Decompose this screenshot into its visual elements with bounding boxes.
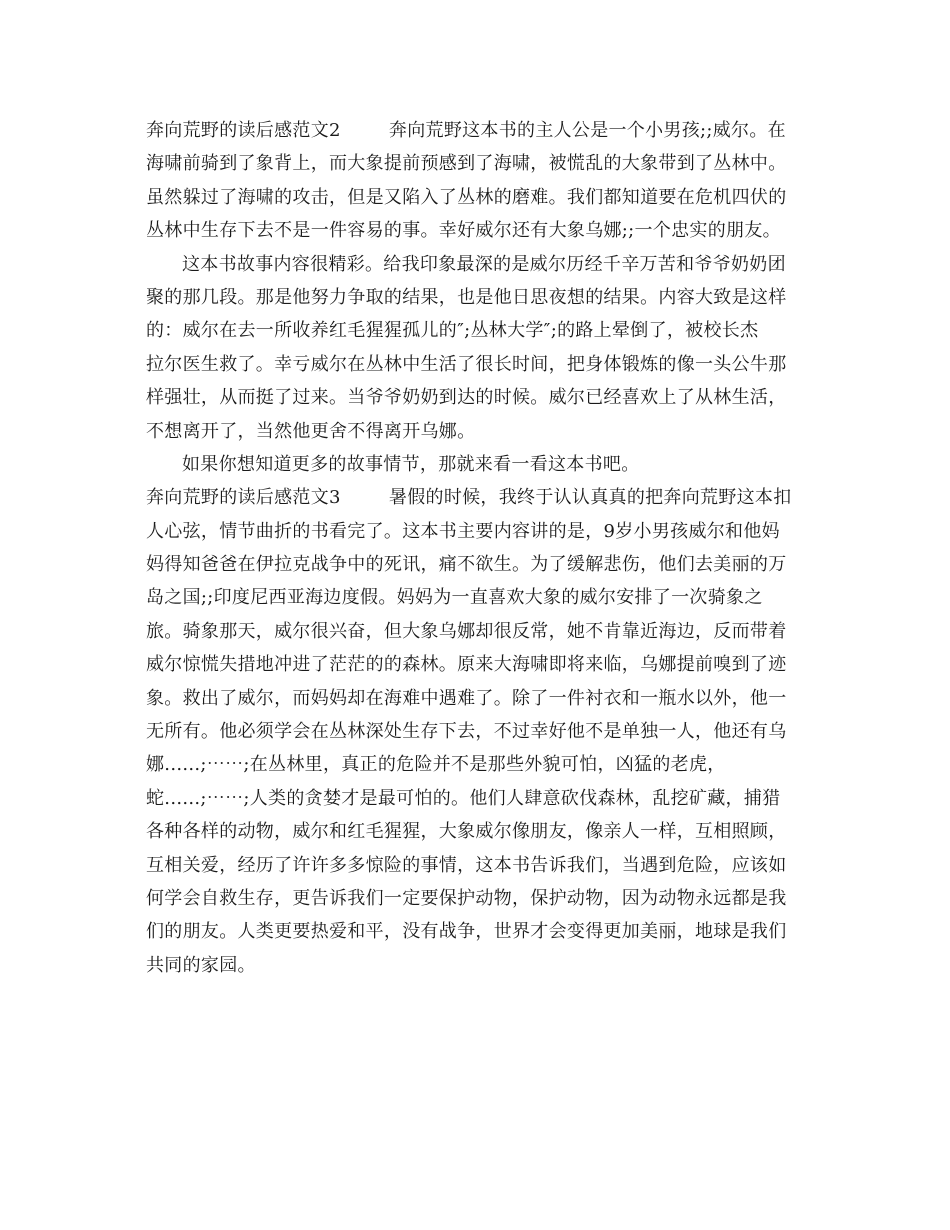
text-line: 海啸前骑到了象背上，而大象提前预感到了海啸，被慌乱的大象带到了丛林中。 — [146, 153, 787, 175]
text-line: 奔向荒野的读后感范文3 暑假的时候，我终于认认真真的把奔向荒野这本扣 — [146, 487, 792, 509]
text-line: 不想离开了，当然他更舍不得离开乌娜。 — [146, 420, 476, 442]
text-line: 娜......;⋯⋯;在丛林里，真正的危险并不是那些外貌可怕，凶猛的老虎， — [146, 754, 726, 776]
text-line: 们的朋友。人类更要热爱和平，没有战争，世界才会变得更加美丽，地球是我们 — [146, 921, 787, 943]
text-line: 如果你想知道更多的故事情节，那就来看一看这本书吧。 — [182, 453, 640, 475]
text-line: 人心弦，情节曲折的书看完了。这本书主要内容讲的是，9岁小男孩威尔和他妈 — [146, 520, 780, 542]
text-line: 各种各样的动物，威尔和红毛猩猩，大象威尔像朋友，像亲人一样，互相照顾， — [146, 821, 787, 843]
text-line: 无所有。他必须学会在丛林深处生存下去，不过幸好他不是单独一人，他还有乌 — [146, 721, 787, 743]
text-line: 的：威尔在去一所收养红毛猩猩孤儿的″;丛林大学″;的路上晕倒了，被校长杰 — [146, 320, 759, 342]
text-line: 共同的家园。 — [146, 954, 256, 976]
text-line: 象。救出了威尔，而妈妈却在海难中遇难了。除了一件衬衣和一瓶水以外，他一 — [146, 687, 787, 709]
text-line: 样强壮，从而挺了过来。当爷爷奶奶到达的时候。威尔已经喜欢上了从林生活， — [146, 387, 787, 409]
text-line: 旅。骑象那天，威尔很兴奋，但大象乌娜却很反常，她不肯靠近海边，反而带着 — [146, 620, 787, 642]
text-line: 虽然躲过了海啸的攻击，但是又陷入了丛林的磨难。我们都知道要在危机四伏的 — [146, 186, 787, 208]
text-line: 何学会自救生存，更告诉我们一定要保护动物，保护动物，因为动物永远都是我 — [146, 887, 787, 909]
text-line: 拉尔医生救了。幸亏威尔在丛林中生活了很长时间，把身体锻炼的像一头公牛那 — [146, 353, 787, 375]
text-line: 互相关爱，经历了许许多多惊险的事情，这本书告诉我们，当遇到危险，应该如 — [146, 854, 787, 876]
text-line: 聚的那几段。那是他努力争取的结果，也是他日思夜想的结果。内容大致是这样 — [146, 286, 787, 308]
text-line: 奔向荒野的读后感范文2 奔向荒野这本书的主人公是一个小男孩;;威尔。在 — [146, 120, 786, 141]
text-line: 妈得知爸爸在伊拉克战争中的死讯，痛不欲生。为了缓解悲伤，他们去美丽的万 — [146, 554, 787, 576]
text-line: 威尔惊慌失措地冲进了茫茫的的森林。原来大海啸即将来临，乌娜提前嗅到了迹 — [146, 654, 787, 676]
document-body — [146, 114, 804, 982]
text-line: 这本书故事内容很精彩。给我印象最深的是威尔历经千辛万苦和爷爷奶奶团 — [182, 253, 786, 275]
text-line: 蛇......;⋯⋯;人类的贪婪才是最可怕的。他们人肆意砍伐森林，乱挖矿藏，捕猎 — [146, 787, 781, 809]
text-line: 丛林中生存下去不是一件容易的事。幸好威尔还有大象乌娜;;一个忠实的朋友。 — [146, 220, 781, 242]
text-line: 岛之国;;印度尼西亚海边度假。妈妈为一直喜欢大象的威尔安排了一次骑象之 — [146, 587, 763, 609]
